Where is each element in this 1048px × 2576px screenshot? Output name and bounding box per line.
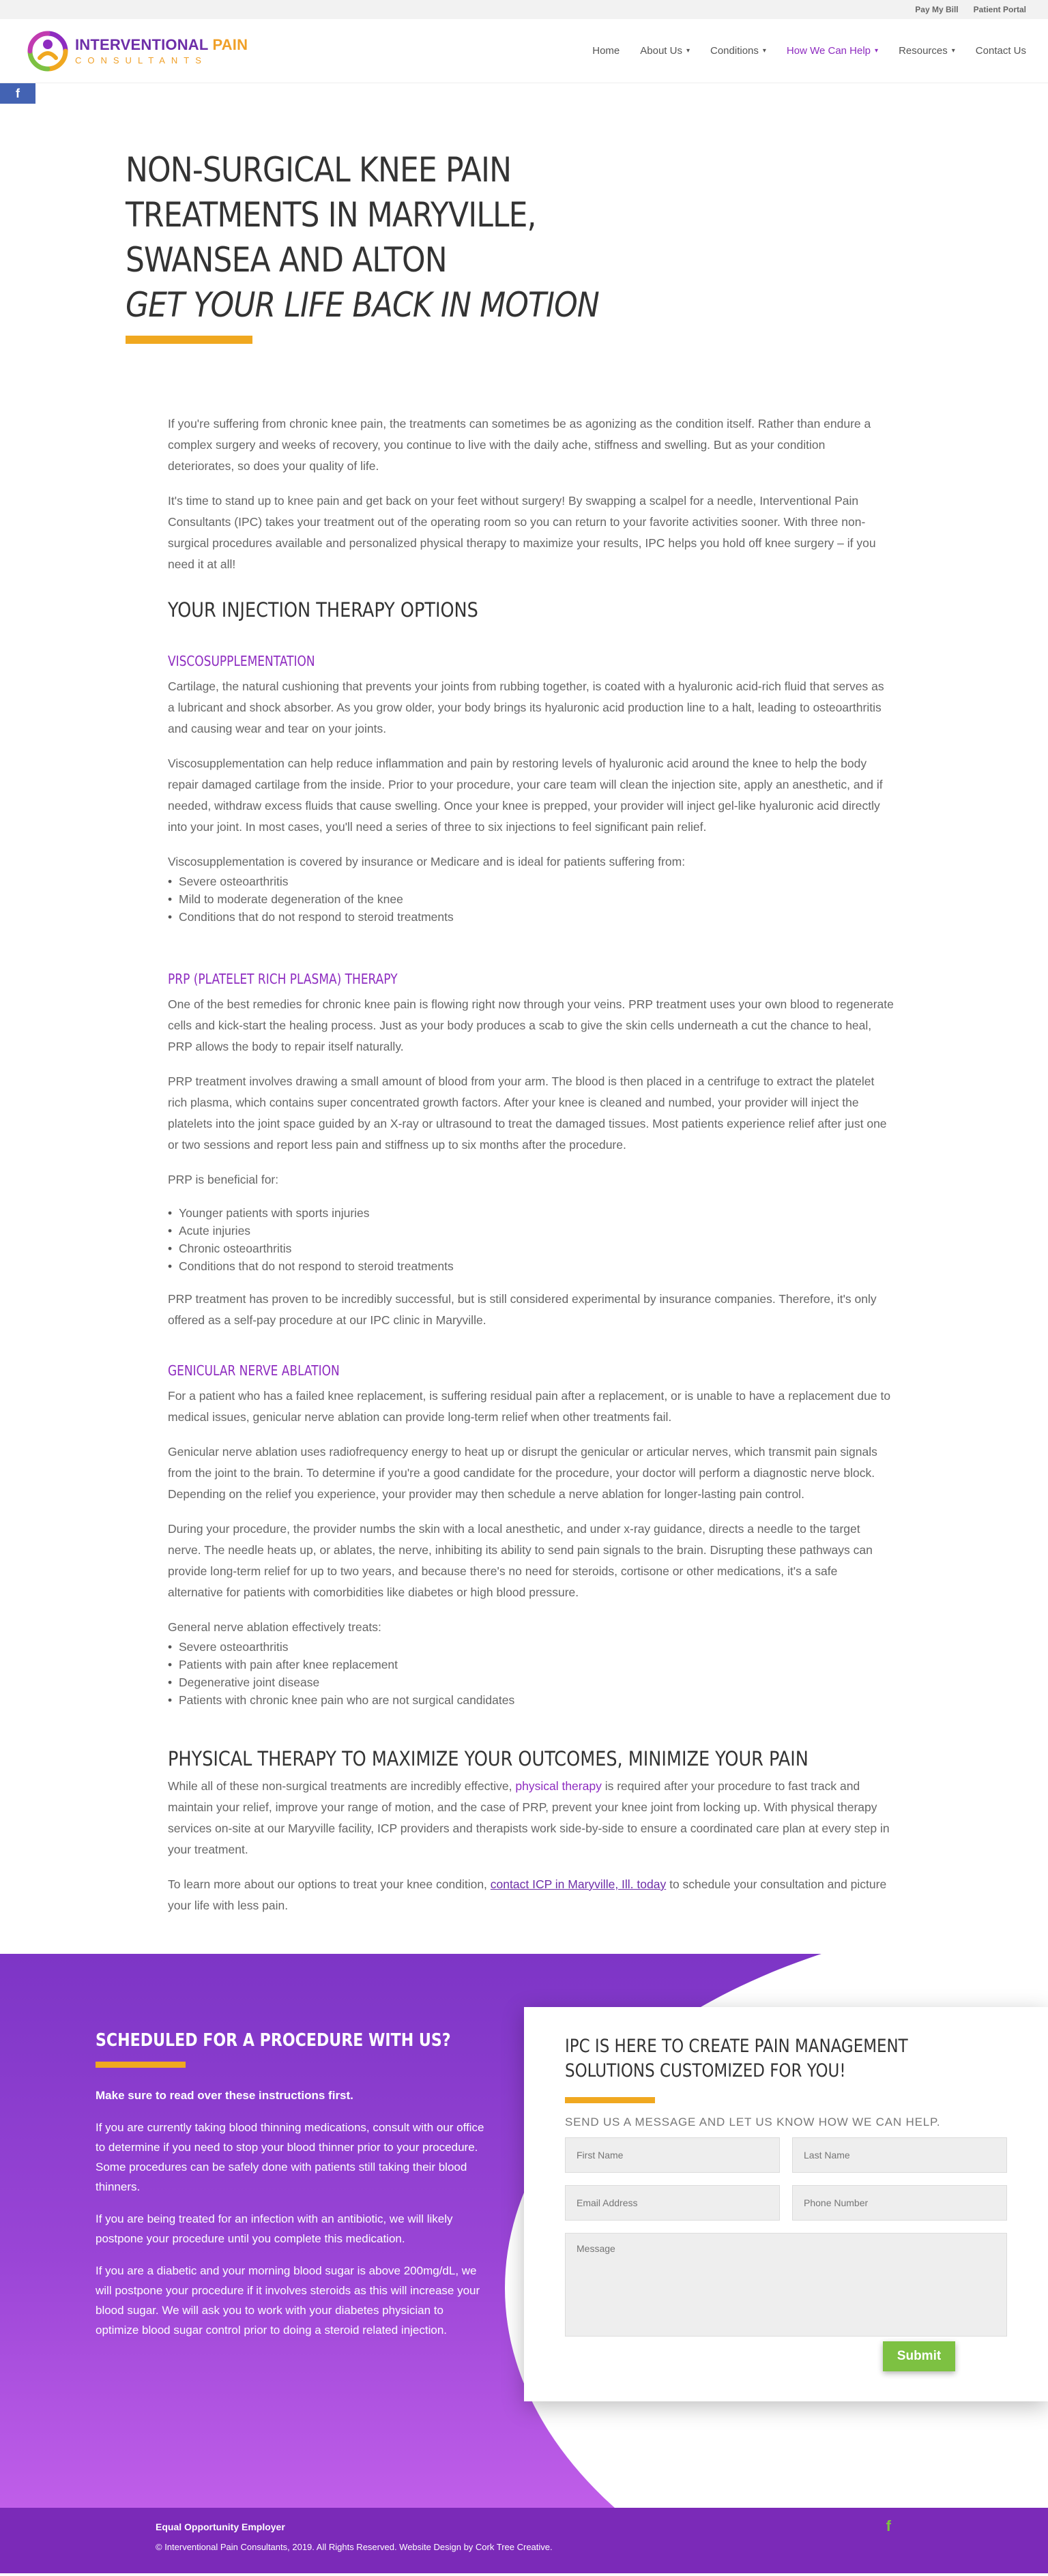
instructions-paragraph: If you are a diabetic and your morning blood sugar is above 200mg/dL, we will postpone your procedure if it involves steroids as this will increase your blood sugar. We will ask you to work with your diabetes physician to optimize blood sugar control prior to doing a steroid related injection. xyxy=(96,2264,480,2337)
prp-section xyxy=(168,971,894,1331)
logo-text-interventional: INTERVENTIONAL xyxy=(75,36,209,53)
instructions-heading: SCHEDULED FOR A PROCEDURE WITH US? xyxy=(96,2030,451,2051)
nav-item-label: Conditions xyxy=(710,45,759,57)
gna-paragraph: Genicular nerve ablation uses radiofrequency energy to heat up or disrupt the genicular or articular nerves, which transmit pain signals from the joint to the brain. To determine if you're a good candidate for the procedure, your doctor will perform a diagnostic nerve block. Depending on the relief you experience, your provider may then schedule a nerve ablation for longer-lasting pain control. xyxy=(168,1445,877,1501)
pt-paragraph xyxy=(168,1874,894,1916)
gna-heading: GENICULAR NERVE ABLATION xyxy=(168,1362,340,1379)
phone-field[interactable] xyxy=(792,2185,1007,2221)
instructions-intro: Make sure to read over these instructions first. xyxy=(96,2089,353,2102)
pt-paragraph xyxy=(168,1776,894,1860)
page-title-line: TREATMENTS IN MARYVILLE, xyxy=(126,195,536,235)
chevron-down-icon: ▾ xyxy=(875,47,879,55)
pt-text: While all of these non-surgical treatments are incredibly effective, xyxy=(168,1779,516,1793)
instructions-paragraph: If you are being treated for an infection with an antibiotic, we will likely postpone your procedure until you complete this medication. xyxy=(96,2212,453,2245)
list-item: • Patients with pain after knee replacement xyxy=(168,1656,894,1673)
message-field[interactable] xyxy=(565,2233,1007,2337)
list-item: • Chronic osteoarthritis xyxy=(168,1240,894,1257)
heading-underline xyxy=(565,2097,655,2103)
gna-section xyxy=(168,1362,894,1709)
prp-paragraph: PRP treatment involves drawing a small amount of blood from your arm. The blood is then placed in a centrifuge to extract the platelet rich plasma, which contains super concentrated growth factors. After your knee is cleaned and numbed, your provider will inject the platelets into the joint space guided by an X-ray or ultrasound to treat the damaged tissues. Most patients experience relief after just one or two sessions and report less pain and stiffness up to six months after the procedure. xyxy=(168,1074,887,1152)
nav-item-how-we-can-help[interactable] xyxy=(787,45,878,57)
nav-item-contact-us[interactable] xyxy=(976,45,1026,57)
visco-list xyxy=(168,873,894,926)
title-underline xyxy=(126,336,252,344)
form-heading: IPC IS HERE TO CREATE PAIN MANAGEMENT SOLUTIONS CUSTOMIZED FOR YOU! xyxy=(565,2036,908,2081)
pay-my-bill-link[interactable]: Pay My Bill xyxy=(915,5,959,14)
prp-paragraph: PRP treatment has proven to be incredibly successful, but is still considered experimental by insurance companies. Therefore, it's only offered as a self-pay procedure at our IPC clinic in Maryville. xyxy=(168,1292,877,1327)
physical-therapy-link[interactable]: physical therapy xyxy=(515,1779,602,1793)
logo-text-pain: PAIN xyxy=(212,36,248,53)
logo-figure-icon xyxy=(25,28,71,74)
hero xyxy=(0,83,1048,413)
site-logo[interactable] xyxy=(25,28,248,74)
page-subtitle: GET YOUR LIFE BACK IN MOTION xyxy=(126,285,599,325)
page-title-line: NON-SURGICAL KNEE PAIN xyxy=(126,150,512,190)
page-title-line: SWANSEA AND ALTON xyxy=(126,240,447,280)
first-name-field[interactable] xyxy=(565,2137,780,2173)
footer-copyright: © Interventional Pain Consultants, 2019. All Rights Reserved. Website Design by Cork Tree Creative. xyxy=(156,2542,553,2552)
contact-form-card xyxy=(524,2007,1048,2401)
facebook-tab-icon[interactable]: f xyxy=(0,83,35,104)
nav-item-conditions[interactable] xyxy=(710,45,766,57)
injection-heading: YOUR INJECTION THERAPY OPTIONS xyxy=(168,598,478,621)
submit-button[interactable]: Submit xyxy=(883,2341,955,2371)
main-content xyxy=(0,413,1048,1916)
visco-paragraph: Cartilage, the natural cushioning that prevents your joints from rubbing together, is coated with a hyaluronic acid-rich fluid that serves as a lubricant and shock absorber. As you grow older, your body brings its hyaluronic acid production line to a halt, leading to osteoarthritis and causing wear and tear on your joints. xyxy=(168,679,884,735)
email-field[interactable] xyxy=(565,2185,780,2221)
nav-item-label: About Us xyxy=(640,45,682,57)
pt-text: to schedule your consultation and picture your life with less pain. xyxy=(168,1877,887,1912)
page-title xyxy=(126,147,606,327)
site-header xyxy=(0,19,1048,100)
chevron-down-icon: ▾ xyxy=(762,47,766,55)
gna-list xyxy=(168,1638,894,1709)
footer-eoe: Equal Opportunity Employer xyxy=(156,2521,285,2532)
visco-heading: VISCOSUPPLEMENTATION xyxy=(168,653,315,669)
facebook-icon[interactable]: f xyxy=(886,2517,891,2534)
nav-item-label: Contact Us xyxy=(975,45,1026,57)
list-item: • Conditions that do not respond to steroid treatments xyxy=(168,908,894,926)
nav-item-label: How We Can Help xyxy=(786,45,871,57)
patient-portal-link[interactable]: Patient Portal xyxy=(973,5,1026,14)
pt-text: is required after your procedure to fast track and maintain your relief, improve your range of motion, and the case of PRP, prevent your knee joint from locking up. With physical therapy services on-site at our Maryville facility, ICP providers and therapists work side-by-side to ensure a coordinated care plan at every step in your treatment. xyxy=(168,1779,890,1856)
nav-item-label: Resources xyxy=(899,45,948,57)
contact-icp-link[interactable]: contact ICP in Maryville, Ill. today xyxy=(490,1877,667,1891)
main-nav xyxy=(592,45,1026,57)
chevron-down-icon: ▾ xyxy=(951,47,955,55)
list-item: • Younger patients with sports injuries xyxy=(168,1204,894,1222)
gna-paragraph: General nerve ablation effectively treats: xyxy=(168,1620,381,1634)
gna-paragraph: For a patient who has a failed knee replacement, is suffering residual pain after a replacement, or is unable to have a replacement due to medical issues, genicular nerve ablation can provide long-term relief when other treatments fail. xyxy=(168,1389,891,1424)
nav-item-label: Home xyxy=(592,45,620,57)
prp-paragraph: PRP is beneficial for: xyxy=(168,1173,279,1186)
logo-text-consultants: CONSULTANTS xyxy=(75,55,207,65)
site-footer xyxy=(0,2508,1048,2573)
prp-paragraph: One of the best remedies for chronic knee pain is flowing right now through your veins. PRP treatment uses your own blood to regenerate cells and kick-start the healing process. Just as your body produces a scab to give the skin cells underneath a cut the chance to heal, PRP allows the body to repair itself naturally. xyxy=(168,997,894,1053)
list-item: • Conditions that do not respond to steroid treatments xyxy=(168,1257,894,1275)
visco-paragraph: Viscosupplementation is covered by insurance or Medicare and is ideal for patients suffering from: xyxy=(168,855,686,868)
list-item: • Degenerative joint disease xyxy=(168,1673,894,1691)
visco-paragraph: Viscosupplementation can help reduce inflammation and pain by restoring levels of hyaluronic acid around the knee to help the body repair damaged cartilage from the inside. Prior to your procedure, your care team will clean the injection site, apply an anesthetic, and if needed, withdraw excess fluids that cause swelling. Once your knee is prepped, your provider will inject gel-like hyaluronic acid directly into your joint. In most cases, you'll need a series of three to six injections to feel significant pain relief. xyxy=(168,757,883,834)
chevron-down-icon: ▾ xyxy=(686,47,690,55)
intro-paragraph: If you're suffering from chronic knee pain, the treatments can sometimes be as agonizing as the condition itself. Rather than endure a complex surgery and weeks of recovery, you continue to live with the daily ache, stiffness and swelling. But as your condition deteriorates, so does your quality of life. xyxy=(168,417,871,473)
prp-list xyxy=(168,1204,894,1275)
instructions-paragraph: If you are currently taking blood thinning medications, consult with our office to determine if you need to stop your blood thinner prior to your procedure. Some procedures can be safely done with patients still taking their blood thinners. xyxy=(96,2121,484,2193)
nav-item-about-us[interactable] xyxy=(640,45,690,57)
form-prompt: SEND US A MESSAGE AND LET US KNOW HOW WE CAN HELP. xyxy=(565,2116,941,2128)
last-name-field[interactable] xyxy=(792,2137,1007,2173)
visco-section xyxy=(168,653,894,926)
pt-text: To learn more about our options to treat your knee condition, xyxy=(168,1877,491,1891)
prp-heading: PRP (PLATELET RICH PLASMA) THERAPY xyxy=(168,971,398,987)
nav-item-home[interactable] xyxy=(592,45,620,57)
list-item: • Acute injuries xyxy=(168,1222,894,1240)
intro-paragraph: It's time to stand up to knee pain and get back on your feet without surgery! By swapping a scalpel for a needle, Interventional Pain Consultants (IPC) takes your treatment out of the operating room so you can return to your favorite activities sooner. With three non-surgical procedures available and personalized physical therapy to maximize your results, IPC helps you hold off knee surgery – if you need it at all! xyxy=(168,494,876,571)
list-item: • Mild to moderate degeneration of the knee xyxy=(168,890,894,908)
list-item: • Severe osteoarthritis xyxy=(168,873,894,890)
pt-heading: PHYSICAL THERAPY TO MAXIMIZE YOUR OUTCOMES, MINIMIZE YOUR PAIN xyxy=(168,1747,809,1770)
procedure-instructions-section xyxy=(0,1954,1048,2508)
instructions-column xyxy=(96,2030,484,2352)
gna-paragraph: During your procedure, the provider numbs the skin with a local anesthetic, and under x-ray guidance, directs a needle to the target nerve. The needle heats up, or ablates, the nerve, inhibiting its ability to send pain signals to the brain. Disrupting these pathways can provide long-term relief for up to two years, and because there's no need for steroids, cortisone or other medications, it's a safe alternative for patients with comorbidities like diabetes or high blood pressure. xyxy=(168,1522,873,1599)
heading-underline xyxy=(96,2062,186,2068)
top-utility-bar xyxy=(0,0,1048,19)
nav-item-resources[interactable] xyxy=(899,45,955,57)
list-item: • Severe osteoarthritis xyxy=(168,1638,894,1656)
list-item: • Patients with chronic knee pain who are not surgical candidates xyxy=(168,1691,894,1709)
